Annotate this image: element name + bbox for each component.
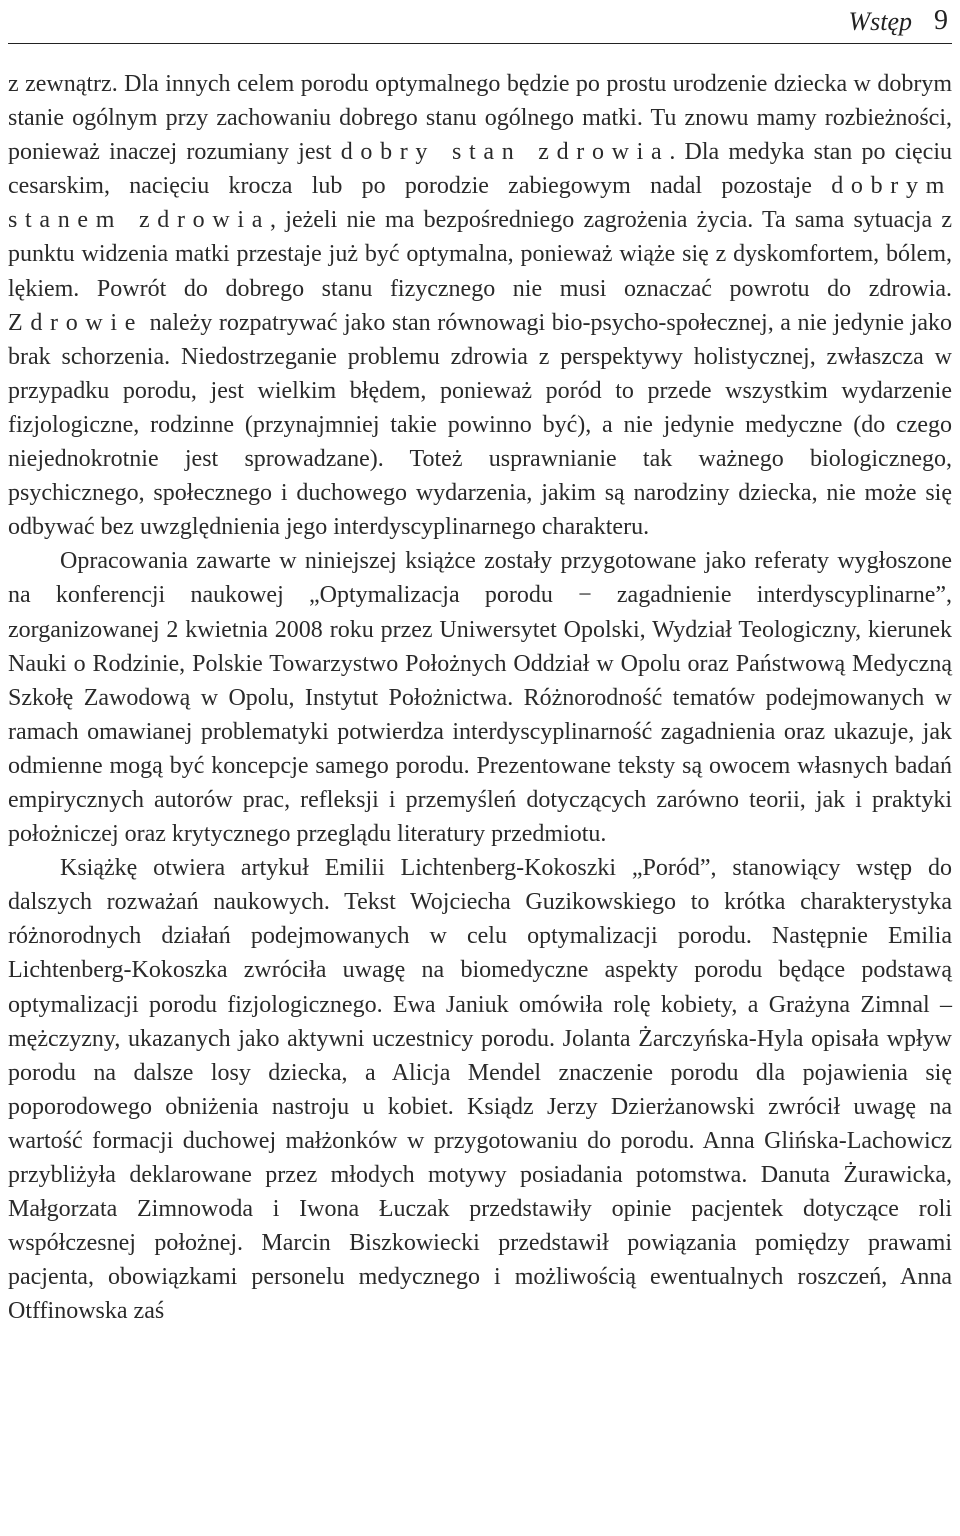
paragraph-text: Książkę otwiera artykuł Emilii Lichtenberg-Kokoszki „Poród”, stanowiący wstęp do dalszych rozważań naukowych. Tekst Wojciecha Guzikowskiego to krótka charakterystyka różnorodnych działań podejmowanych w celu optymalizacji porodu. Następnie Emilia Lichtenberg-Kokoszka zwróciła uwagę na biomedyczne aspekty porodu będące podstawą optymalizacji porodu fizjologicznego. Ewa Janiuk omówiła rolę kobiety, a Grażyna Zimnal – mężczyzny, ukazanych jako aktywni uczestnicy porodu. Jolanta Żarczyńska-Hyla opisała wpływ porodu na dalsze losy dziecka, a Alicja Mendel znaczenie porodu dla pojawienia się poporodowego obniżenia nastroju u kobiet. Ksiądz Jerzy Dzierżanowski zwrócił uwagę na wartość formacji duchowej małżonków w przygotowaniu do porodu. Anna Glińska-Lachowicz przybliżyła deklarowane przez młodych motywy posiadania potomstwa. Danuta Żurawicka, Małgorzata Zimnowoda i Iwona Łuczak przedstawiły opinie pacjentek dotyczące roli współczesnej położnej. Marcin Biszkowiecki przedstawił powiązania pomiędzy prawami pacjenta, obowiązkami personelu medycznego i możliwością ewentualnych roszczeń, Anna Otffinowska zaś xyxy=(8,855,952,1325)
paragraph-text: , jeżeli nie ma bezpośredniego zagrożenia życia. Ta sama sytuacja z punktu widzenia matki przestaje już być optymalna, ponieważ wiąże się z dyskomfortem, bólem, lękiem. Powrót do dobrego stanu fizycznego nie musi oznaczać powrotu do zdrowia. xyxy=(8,207,952,302)
running-header xyxy=(8,0,952,44)
paragraph-text: należy rozpatrywać jako stan równowagi bio-psycho-społecznej, a nie jedynie jako brak schorzenia. Niedostrzeganie problemu zdrowia z perspektywy holistycznej, zwłaszcza w przypadku porodu, jest wielkim błędem, ponieważ poród to przede wszystkim wydarzenie fizjologiczne, rodzinne (przynajmniej takie powinno być), a nie jedynie medyczne (do czego niejednokrotnie jest sprowadzane). Toteż usprawnianie tak ważnego biologicznego, psychicznego, społecznego i duchowego wydarzenia, jakim są narodziny dziecka, nie może się odbywać bez uwzględnienia jego interdyscyplinarnego charakteru. xyxy=(8,309,952,541)
emphasis-spaced: dobrym stanem zdrowia xyxy=(8,173,952,234)
paragraph-text: Opracowania zawarte w niniejszej książce zostały przygotowane jako referaty wygłoszone na konferencji naukowej „Optymalizacja porodu − zagadnienie interdyscyplinarne”, zorganizowanej 2 kwietnia 2008 roku przez Uniwersytet Opolski, Wydział Teologiczny, kierunek Nauki o Rodzinie, Polskie Towarzystwo Położnych Oddział w Opolu oraz Państwową Medyczną Szkołę Zawodową w Opolu, Instytut Położnictwa. Różnorodność tematów podejmowanych w ramach omawianej problematyki potwierdza interdyscyplinarność zagadnienia oraz ukazuje, jak odmienne mogą być koncepcje samego porodu. Prezentowane teksty są owocem własnych badań empirycznych autorów prac, refleksji i przemyśleń dotyczących zarówno teorii, jak i praktyki położniczej oraz krytycznego przeglądu literatury przedmiotu. xyxy=(8,548,952,848)
paragraph-text: z zewnątrz. Dla innych celem porodu optymalnego będzie po prostu urodzenie dziecka w dobrym stanie ogólnym przy zachowaniu dobrego stanu ogólnego matki. Tu znowu mamy rozbieżności, ponieważ inaczej rozumiany jest xyxy=(8,71,952,166)
paragraph xyxy=(8,851,952,1328)
emphasis-spaced: dobry stan zdrowia xyxy=(340,139,670,166)
paragraph-text: . Dla medyka stan po cięciu cesarskim, nacięciu krocza lub po porodzie zabiegowym nadal pozostaje xyxy=(8,139,952,200)
header-title: Wstęp xyxy=(848,7,912,36)
body-text xyxy=(8,67,952,1328)
paragraph xyxy=(8,544,952,851)
page-number: 9 xyxy=(934,5,948,36)
paragraph xyxy=(8,67,952,544)
emphasis-spaced: Zdrowie xyxy=(8,309,144,336)
